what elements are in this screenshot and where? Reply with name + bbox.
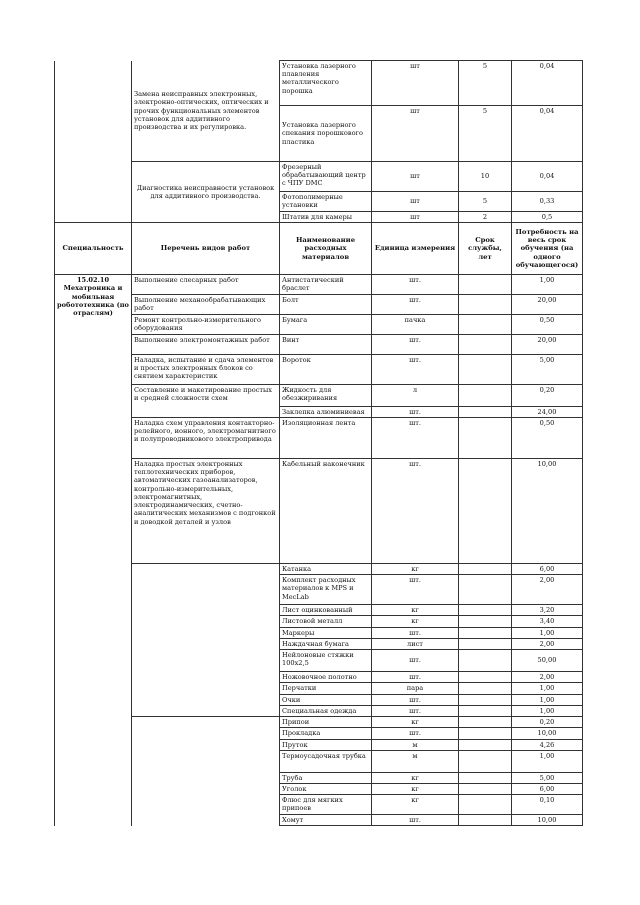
- work-cell: Наладка, испытание и сдача элементов и простых электронных блоков со снятием характеристик: [132, 354, 280, 384]
- unit-cell: шт.: [372, 294, 459, 314]
- life-cell: 10: [459, 162, 512, 192]
- need-cell: 10,00: [512, 458, 583, 563]
- work-cell: Замена неисправных электронных, электронно-оптических, оптических и прочих функциональных элементов установок для аддитивного производства и их регулировка.: [132, 61, 280, 162]
- life-cell: [459, 334, 512, 354]
- material-cell: Комплект расходных материалов к MPS и MecLab: [280, 575, 372, 605]
- need-cell: 0,10: [512, 795, 583, 815]
- life-cell: [459, 616, 512, 627]
- need-cell: 1,00: [512, 275, 583, 294]
- material-cell: Очки: [280, 694, 372, 705]
- need-cell: 1,00: [512, 683, 583, 694]
- material-cell: Болт: [280, 294, 372, 314]
- need-cell: 0,5: [512, 212, 583, 223]
- unit-cell: кг: [372, 616, 459, 627]
- material-cell: Прокладка: [280, 728, 372, 739]
- unit-cell: кг: [372, 605, 459, 616]
- work-cell: Ремонт контрольно-измерительного оборудования: [132, 314, 280, 334]
- need-cell: 5,00: [512, 354, 583, 384]
- specialty-cell: 15.02.10 Мехатроника и мобильная робототехника (по отраслям): [55, 275, 132, 826]
- life-cell: [459, 795, 512, 815]
- life-cell: [459, 683, 512, 694]
- need-cell: 0,20: [512, 384, 583, 406]
- need-cell: 1,00: [512, 694, 583, 705]
- material-cell: Жидкость для обезжиривания: [280, 384, 372, 406]
- life-cell: [459, 783, 512, 794]
- material-cell: Кабельный наконечник: [280, 458, 372, 563]
- header-specialty: Специальность: [55, 223, 132, 275]
- need-cell: 10,00: [512, 728, 583, 739]
- table-row: [55, 314, 583, 334]
- life-cell: [459, 384, 512, 406]
- unit-cell: шт.: [372, 650, 459, 672]
- unit-cell: лист: [372, 638, 459, 649]
- unit-cell: кг: [372, 795, 459, 815]
- work-cell: Диагностика неисправности установок для аддитивного производства.: [132, 162, 280, 223]
- need-cell: 1,00: [512, 705, 583, 716]
- need-cell: 6,00: [512, 783, 583, 794]
- table-header-row: [55, 223, 583, 275]
- unit-cell: кг: [372, 783, 459, 794]
- life-cell: 5: [459, 192, 512, 212]
- unit-cell: м: [372, 739, 459, 750]
- work-cell: Наладка простых электронных теплотехнических приборов, автоматических газоанализаторов, контрольно-измерительных, электромагнитных, электродинамических, счетно-аналитических механизмов с подгонкой и доводкой деталей и узлов: [132, 458, 280, 563]
- unit-cell: шт: [372, 61, 459, 106]
- document-page: [54, 60, 582, 826]
- material-cell: Нейлоновые стяжки 100х2,5: [280, 650, 372, 672]
- life-cell: [459, 575, 512, 605]
- unit-cell: шт.: [372, 354, 459, 384]
- need-cell: 3,20: [512, 605, 583, 616]
- material-cell: Труба: [280, 772, 372, 783]
- life-cell: [459, 772, 512, 783]
- table-row: [55, 458, 583, 563]
- life-cell: 5: [459, 106, 512, 162]
- life-cell: [459, 672, 512, 683]
- material-cell: Винт: [280, 334, 372, 354]
- need-cell: 4,26: [512, 739, 583, 750]
- need-cell: 50,00: [512, 650, 583, 672]
- header-need: Потребность на весь срок обучения (на одного обучающегося): [512, 223, 583, 275]
- unit-cell: кг: [372, 717, 459, 728]
- need-cell: 1,00: [512, 750, 583, 772]
- life-cell: [459, 563, 512, 574]
- header-life: Срок службы, лет: [459, 223, 512, 275]
- work-cell-empty: [132, 717, 280, 826]
- unit-cell: пара: [372, 683, 459, 694]
- work-cell-empty: [132, 563, 280, 716]
- work-cell: Выполнение электромонтажных работ: [132, 334, 280, 354]
- table-row: [55, 354, 583, 384]
- unit-cell: шт.: [372, 627, 459, 638]
- material-cell: Вороток: [280, 354, 372, 384]
- need-cell: 2,00: [512, 672, 583, 683]
- header-works: Перечень видов работ: [132, 223, 280, 275]
- need-cell: 20,00: [512, 294, 583, 314]
- material-cell: Катанка: [280, 563, 372, 574]
- table-row: [55, 563, 583, 574]
- material-cell: Бумага: [280, 314, 372, 334]
- life-cell: [459, 417, 512, 458]
- life-cell: [459, 717, 512, 728]
- work-cell: Наладка схем управления контакторно-релейного, ионного, электромагнитного и полупроводникового электропривода: [132, 417, 280, 458]
- life-cell: [459, 739, 512, 750]
- material-cell: Установка лазерного плавления металлического порошка: [280, 61, 372, 106]
- unit-cell: шт.: [372, 275, 459, 294]
- life-cell: [459, 458, 512, 563]
- material-cell: Припои: [280, 717, 372, 728]
- life-cell: [459, 294, 512, 314]
- material-cell: Фотополимерные установки: [280, 192, 372, 212]
- need-cell: 0,04: [512, 162, 583, 192]
- need-cell: 0,50: [512, 314, 583, 334]
- work-cell: Выполнение механообрабатывающих работ: [132, 294, 280, 314]
- unit-cell: шт.: [372, 815, 459, 826]
- table-row: [55, 294, 583, 314]
- need-cell: 10,00: [512, 815, 583, 826]
- need-cell: 3,40: [512, 616, 583, 627]
- need-cell: 0,04: [512, 61, 583, 106]
- table-row: [55, 162, 583, 192]
- unit-cell: шт.: [372, 406, 459, 417]
- life-cell: [459, 314, 512, 334]
- life-cell: [459, 705, 512, 716]
- unit-cell: шт.: [372, 728, 459, 739]
- need-cell: 6,00: [512, 563, 583, 574]
- unit-cell: шт: [372, 162, 459, 192]
- unit-cell: м: [372, 750, 459, 772]
- life-cell: [459, 750, 512, 772]
- need-cell: 0,04: [512, 106, 583, 162]
- unit-cell: шт.: [372, 672, 459, 683]
- life-cell: [459, 354, 512, 384]
- table-row: [55, 417, 583, 458]
- unit-cell: шт: [372, 212, 459, 223]
- header-material: Наименование расходных материалов: [280, 223, 372, 275]
- material-cell: Термоусадочная трубка: [280, 750, 372, 772]
- life-cell: [459, 406, 512, 417]
- material-cell: Фрезерный обрабатывающий центр с ЧПУ DMC: [280, 162, 372, 192]
- life-cell: [459, 728, 512, 739]
- material-cell: Перчатки: [280, 683, 372, 694]
- need-cell: 1,00: [512, 627, 583, 638]
- life-cell: [459, 638, 512, 649]
- life-cell: [459, 605, 512, 616]
- life-cell: [459, 627, 512, 638]
- unit-cell: кг: [372, 772, 459, 783]
- need-cell: 24,00: [512, 406, 583, 417]
- table-row: [55, 61, 583, 106]
- material-cell: Уголок: [280, 783, 372, 794]
- unit-cell: шт.: [372, 575, 459, 605]
- table-row: [55, 717, 583, 728]
- work-cell: Выполнение слесарных работ: [132, 275, 280, 294]
- need-cell: 2,00: [512, 638, 583, 649]
- need-cell: 0,20: [512, 717, 583, 728]
- life-cell: 5: [459, 61, 512, 106]
- materials-table: [54, 60, 583, 826]
- unit-cell: шт: [372, 192, 459, 212]
- need-cell: 0,33: [512, 192, 583, 212]
- unit-cell: шт: [372, 106, 459, 162]
- life-cell: [459, 815, 512, 826]
- material-cell: Хомут: [280, 815, 372, 826]
- work-cell: Составление и макетирование простых и средней сложности схем: [132, 384, 280, 417]
- unit-cell: л: [372, 384, 459, 406]
- material-cell: Специальная одежда: [280, 705, 372, 716]
- life-cell: [459, 275, 512, 294]
- table-row: [55, 334, 583, 354]
- life-cell: [459, 650, 512, 672]
- unit-cell: шт.: [372, 417, 459, 458]
- unit-cell: шт.: [372, 458, 459, 563]
- life-cell: [459, 694, 512, 705]
- unit-cell: шт.: [372, 694, 459, 705]
- table-row: [55, 275, 583, 294]
- material-cell: Установка лазерного спекания порошкового пластика: [280, 106, 372, 162]
- material-cell: Флюс для мягких припоев: [280, 795, 372, 815]
- unit-cell: шт.: [372, 334, 459, 354]
- need-cell: 5,00: [512, 772, 583, 783]
- material-cell: Изоляционная лента: [280, 417, 372, 458]
- unit-cell: пачка: [372, 314, 459, 334]
- material-cell: Пруток: [280, 739, 372, 750]
- need-cell: 20,00: [512, 334, 583, 354]
- unit-cell: кг: [372, 563, 459, 574]
- material-cell: Лист оцинкованный: [280, 605, 372, 616]
- material-cell: Антистатический браслет: [280, 275, 372, 294]
- material-cell: Листовой металл: [280, 616, 372, 627]
- need-cell: 0,50: [512, 417, 583, 458]
- material-cell: Штатив для камеры: [280, 212, 372, 223]
- need-cell: 2,00: [512, 575, 583, 605]
- header-unit: Единица измерения: [372, 223, 459, 275]
- material-cell: Ножовочное полотно: [280, 672, 372, 683]
- material-cell: Наждачная бумага: [280, 638, 372, 649]
- life-cell: 2: [459, 212, 512, 223]
- unit-cell: шт.: [372, 705, 459, 716]
- specialty-cell-empty: [55, 61, 132, 223]
- material-cell: Маркеры: [280, 627, 372, 638]
- table-row: [55, 384, 583, 406]
- material-cell: Заклепка алюминиевая: [280, 406, 372, 417]
